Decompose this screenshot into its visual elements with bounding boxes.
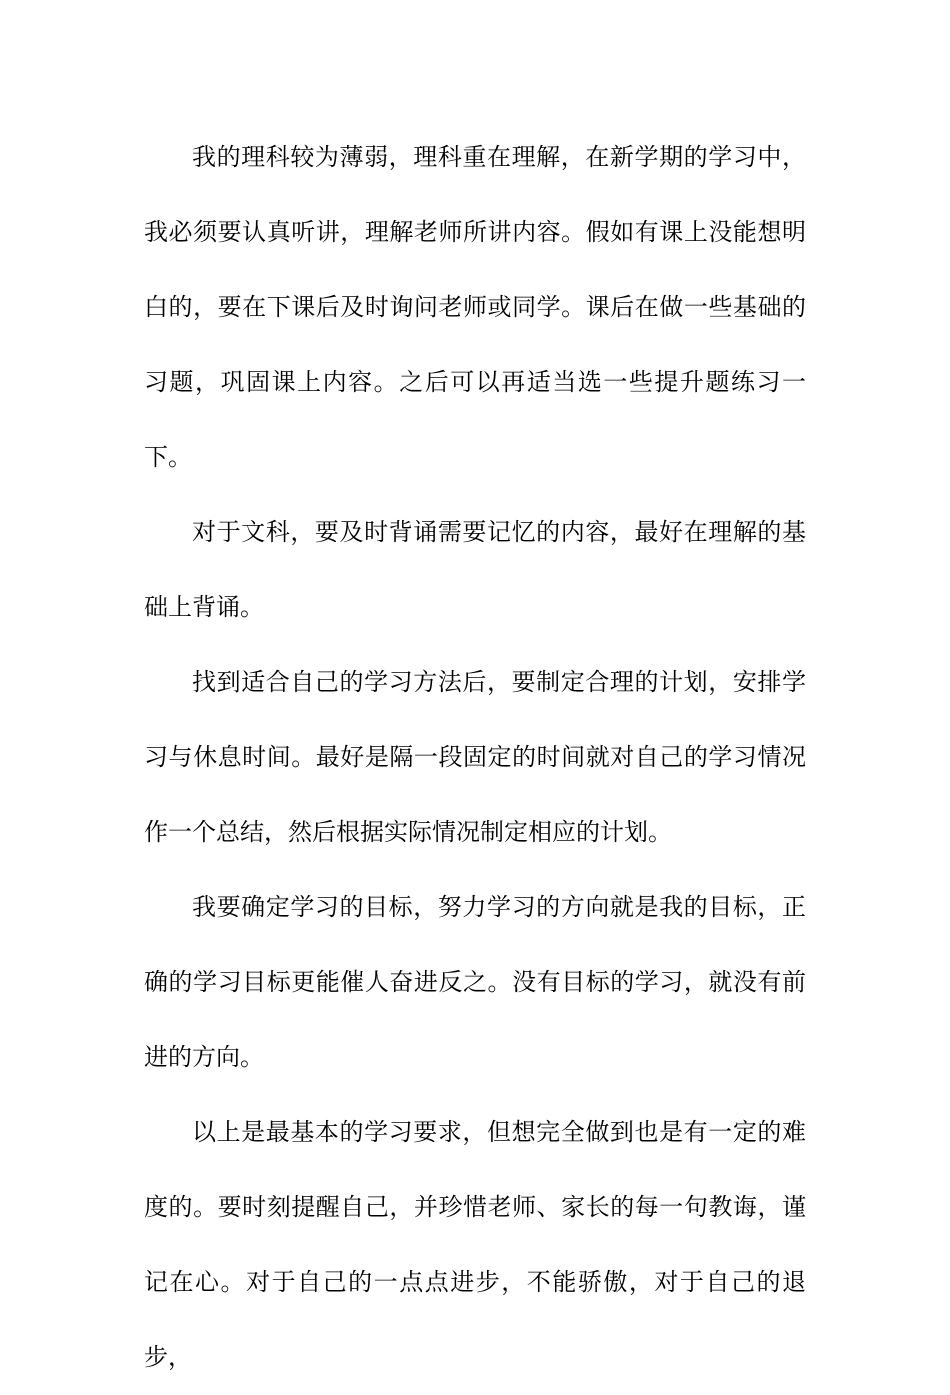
paragraph-basic-requirements: 以上是最基本的学习要求，但想完全做到也是有一定的难度的。要时刻提醒自己，并珍惜老师、家长的每一句教诲，谨记在心。对于自己的一点点进步，不能骄傲，对于自己的退步， [144,1118,806,1371]
paragraph-science-study: 我的理科较为薄弱，理科重在理解，在新学期的学习中，我必须要认真听讲，理解老师所讲内容。假如有课上没能想明白的，要在下课后及时询问老师或同学。课后在做一些基础的习题，巩固课上内容。之后可以再适当选一些提升题练习一下。 [144,143,806,471]
paragraph-study-goal: 我要确定学习的目标，努力学习的方向就是我的目标，正确的学习目标更能催人奋进反之。没有目标的学习，就没有前进的方向。 [144,893,806,1071]
paragraph-liberal-arts: 对于文科，要及时背诵需要记忆的内容，最好在理解的基础上背诵。 [144,518,806,621]
paragraph-study-plan: 找到适合自己的学习方法后，要制定合理的计划，安排学习与休息时间。最好是隔一段固定的时间就对自己的学习情况作一个总结，然后根据实际情况制定相应的计划。 [144,668,806,846]
document-body [144,120,806,1395]
